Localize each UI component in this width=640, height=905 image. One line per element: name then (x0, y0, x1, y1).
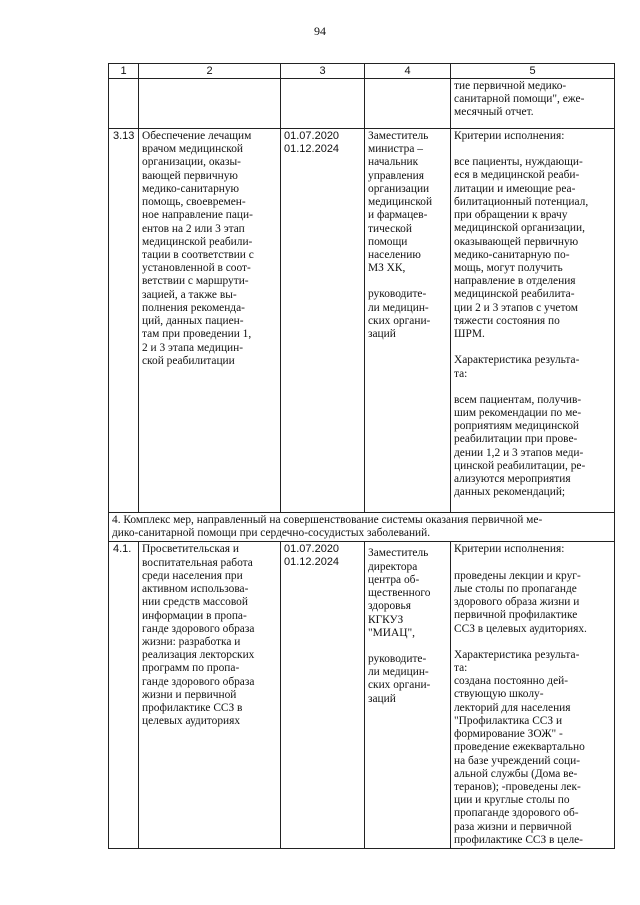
text-line: руководите- (368, 652, 427, 665)
text-line: медико-санитарную по- (454, 248, 570, 261)
date-start: 01.07.2020 (284, 130, 340, 142)
text-line: заций (368, 328, 396, 341)
text-line: проведены лекции и круг- (454, 569, 581, 582)
text-line: ализуются мероприятия (454, 473, 571, 486)
text-line: помощь, своевремен- (142, 196, 246, 209)
header-col-2: 2 (139, 64, 281, 79)
text-line: ганде здорового образа (142, 622, 255, 635)
text-line: ганде здорового образа (142, 675, 255, 688)
page-number: 94 (314, 24, 326, 38)
text-line: ли медицин- (368, 666, 429, 679)
criteria-cell (451, 129, 615, 513)
header-col-4: 4 (365, 64, 451, 79)
text-line: организации (368, 182, 430, 195)
text-line: МЗ ХК, (368, 262, 406, 275)
text-line: здоровья (368, 600, 411, 613)
text-line: вающей первичную (142, 169, 238, 182)
text-line: там при проведении 1, (142, 328, 252, 341)
text-line: цинской реабилитации, ре- (454, 459, 586, 472)
text-line: альной службы (Дома ве- (454, 767, 578, 780)
criteria-text (454, 570, 611, 636)
criteria-title: Критерии исполнения: (454, 543, 565, 556)
section-4-title (109, 513, 615, 542)
text-line: директора (368, 560, 418, 573)
text-line: профилактике ССЗ в целе- (454, 833, 583, 846)
text-line: организации, оказы- (142, 156, 241, 169)
text-line: медицинской (368, 196, 433, 209)
text-line: полнения рекоменда- (142, 301, 245, 314)
text-line: щественного (368, 587, 431, 600)
text-line: оказывающей первичную (454, 235, 579, 248)
plan-table (108, 63, 615, 849)
text-line: медицинской реабилита- (454, 288, 575, 301)
text-line: 4. Комплекс мер, направленный на совершенствование системы оказания первичной ме- (112, 514, 543, 526)
row-number: 4.1. (109, 542, 139, 849)
text-line: медико-санитарную (142, 182, 240, 195)
header-col-1: 1 (109, 64, 139, 79)
text-line: Просветительская и (142, 543, 239, 556)
date-start: 01.07.2020 (284, 543, 340, 556)
text-line: тической (368, 222, 412, 235)
criteria-text (454, 156, 611, 341)
text-line: тации в соответствии с (142, 248, 254, 261)
text-line: ное направление паци- (142, 209, 253, 222)
text-line: врачом медицинской (142, 143, 244, 156)
result-title (454, 649, 611, 675)
responsible-persons (365, 542, 451, 849)
deadline-dates (281, 542, 365, 849)
text-line: информации в пропа- (142, 609, 247, 622)
text-line: всем пациентам, получив- (454, 393, 582, 406)
continuation-row (109, 79, 615, 129)
text-line: реализация лекторских (142, 649, 255, 662)
text-line: ШРМ. (454, 328, 485, 341)
text-line: ской реабилитации (142, 354, 235, 367)
text-line: реабилитации при прове- (454, 433, 578, 446)
text-line: ССЗ в целевых аудиториях. (454, 622, 587, 635)
responsible-secondary (368, 653, 447, 706)
text-line: ских органи- (368, 679, 431, 692)
result-text (454, 675, 611, 847)
text-line: и фармацев- (368, 209, 428, 222)
text-line: еся в медицинской реаби- (454, 169, 580, 182)
text-line: здорового образа жизни и (454, 596, 580, 609)
text-line: лекторий для населения (454, 701, 571, 714)
text-line: ций, данных пациен- (142, 315, 244, 328)
text-line: медицинской организации, (454, 222, 585, 235)
text-line: Заместитель (368, 547, 429, 560)
text-line: создана постоянно дей- (454, 675, 569, 688)
text-line: жизни и первичной (142, 688, 237, 701)
text-line: жизни: разработка и (142, 635, 241, 648)
text-line: воспитательная работа (142, 556, 253, 569)
text-line: лые столы по пропаганде (454, 582, 577, 595)
text-line: Характеристика результа- (454, 354, 580, 367)
section-4-row (109, 513, 615, 542)
text-line: формирование ЗОЖ" - (454, 728, 563, 741)
text-line: тие первичной медико- (454, 80, 567, 92)
header-row (109, 64, 615, 79)
text-line: данных рекомендаций; (454, 486, 566, 499)
text-line: помощи (368, 235, 408, 248)
text-line: теранов); -проведены лек- (454, 780, 581, 793)
text-line: "Профилактика ССЗ и (454, 714, 563, 727)
text-line: Характеристика результа- (454, 648, 580, 661)
text-line: дении 1,2 и 3 этапов меди- (454, 446, 584, 459)
text-line: заций (368, 692, 396, 705)
text-line: КГКУЗ (368, 613, 404, 626)
date-end: 01.12.2024 (284, 142, 340, 155)
text-line: раза жизни и первичной (454, 820, 572, 833)
text-line: направление в отделения (454, 275, 576, 288)
text-line: дико-санитарной помощи при сердечно-сосудистых заболеваний. (112, 527, 431, 540)
text-line: министра – (368, 143, 423, 156)
text-line: при обращении к врачу (454, 209, 568, 222)
text-line: первичной профилактике (454, 609, 578, 622)
text-line: 2 и 3 этапа медицин- (142, 341, 244, 354)
text-line: Обеспечение лечащим (142, 130, 252, 142)
text-line: ции и круглые столы по (454, 794, 570, 807)
text-line: мощь, могут получить (454, 261, 563, 274)
text-line: профилактике ССЗ в (142, 702, 243, 715)
text-line: та: (454, 661, 468, 674)
measure-description (139, 129, 281, 513)
table-row-4-1 (109, 542, 615, 849)
text-line: месячный отчет. (454, 106, 534, 119)
text-line: ентов на 2 или 3 этап (142, 222, 245, 235)
text-line: роприятиям медицинской (454, 420, 579, 433)
result-title (454, 354, 611, 380)
table-row-3-13 (109, 129, 615, 513)
text-line: проведение ежеквартально (454, 741, 585, 754)
text-line: активном использова- (142, 583, 249, 596)
result-text (454, 394, 611, 500)
text-line: зацией, а также вы- (142, 288, 237, 301)
date-end: 01.12.2024 (284, 556, 340, 569)
text-line: руководите- (368, 288, 427, 301)
text-line: пропаганде здорового об- (454, 807, 579, 820)
text-line: тяжести состояния по (454, 314, 560, 327)
measure-description (139, 542, 281, 849)
text-line: шим рекомендации по ме- (454, 406, 582, 419)
header-col-3: 3 (281, 64, 365, 79)
text-line: ции 2 и 3 этапов с учетом (454, 301, 578, 314)
text-line: установленной в соот- (142, 262, 251, 275)
row-number: 3.13 (109, 129, 139, 513)
deadline-dates (281, 129, 365, 513)
text-line: та: (454, 367, 468, 380)
text-line: "МИАЦ", (368, 626, 415, 639)
text-line: ветствии с маршрути- (142, 275, 249, 288)
criteria-title: Критерии исполнения: (454, 130, 565, 142)
responsible-primary (368, 547, 447, 640)
text-line: медицинской реабили- (142, 235, 253, 248)
header-col-5: 5 (451, 64, 615, 79)
text-line: ствующую школу- (454, 688, 544, 701)
responsible-secondary (368, 288, 447, 341)
text-line: ли медицин- (368, 301, 429, 314)
text-line: среди населения при (142, 569, 243, 582)
responsible-primary (368, 130, 447, 275)
criteria-cell (451, 542, 615, 849)
responsible-persons (365, 129, 451, 513)
text-line: ских органи- (368, 314, 431, 327)
text-line: нии средств массовой (142, 596, 248, 609)
text-line: программ по пропа- (142, 662, 240, 675)
text-line: Заместитель (368, 130, 429, 142)
text-line: билитационный потенциал, (454, 195, 589, 208)
text-line: санитарной помощи", еже- (454, 93, 585, 106)
text-line: целевых аудиториях (142, 715, 241, 728)
text-line: населению (368, 248, 421, 261)
text-line: литации и имеющие реа- (454, 182, 576, 195)
text-line: начальник (368, 156, 419, 169)
continuation-text (451, 79, 615, 129)
text-line: на базе учреждений соци- (454, 754, 581, 767)
text-line: центра об- (368, 573, 420, 586)
text-line: все пациенты, нуждающи- (454, 156, 583, 169)
text-line: управления (368, 169, 424, 182)
